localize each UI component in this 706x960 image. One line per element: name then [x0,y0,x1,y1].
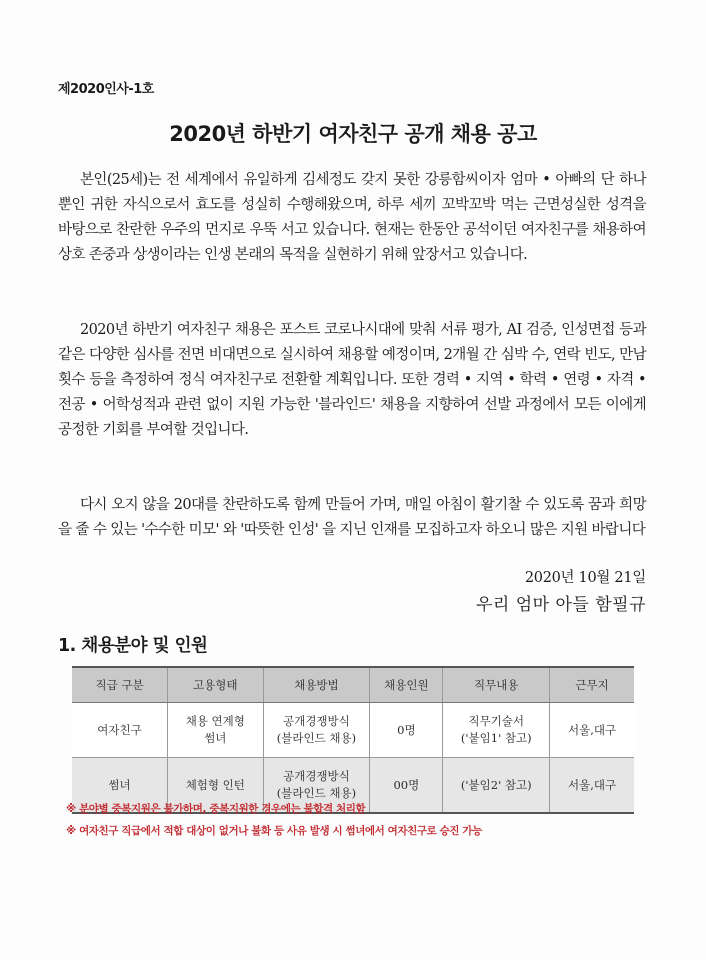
header-rank: 직급 구분 [72,667,168,703]
cell-rank: 썸녀 [72,758,168,814]
cell-duty-line: 직무기술서 [468,714,525,728]
cell-method-line: (블라인드 채용) [276,786,357,800]
cell-method-line: 공개경쟁방식 [283,714,350,728]
cell-count: 00명 [370,758,443,814]
paragraph-recruitment-process-text: 2020년 하반기 여자친구 채용은 포스트 코로나시대에 맞춰 서류 평가, AI 검증, 인성면접 등과 같은 다양한 심사를 전면 비대면으로 실시하여 채용할 예정이며, 2개월 간 심박 수, 연락 빈도, 만남 횟수 등을 측정하여 정식 여자친구로 전환할 계획입니다. 또한 경력 • 지역 • 학력 • 연령 • 자격 • 전공 • 어학성적과 관련 없이 지원 가능한 '블라인드' 채용을 지향하여 선발 과정에서 모든 이에게 공정한 기회를 부여할 것입니다. [58,322,646,438]
announcement-date: 2020년 10월 21일 [524,570,646,586]
cell-duty-line: ('붙임2' 참고) [460,777,532,792]
paragraph-intro [58,168,646,268]
cell-rank: 여자친구 [72,703,168,758]
cell-employment [168,703,264,758]
recruitment-table [72,666,634,814]
cell-location: 서울,대구 [550,758,634,814]
document-number: 제2020인사-1호 [58,82,154,97]
paragraph-closing [58,493,646,543]
cell-method-line: (블라인드 채용) [276,731,357,745]
cell-employment-line: 썸녀 [204,731,227,745]
cell-method-line: 공개경쟁방식 [283,769,350,783]
note-promotion: ※ 여자친구 직급에서 적합 대상이 없거나 불화 등 사유 발생 시 썸녀에서 여자친구로 승진 가능 [66,825,482,837]
cell-duty [443,758,550,814]
cell-method [263,703,370,758]
cell-location: 서울,대구 [550,703,634,758]
paragraph-closing-text: 다시 오지 않을 20대를 찬란하도록 함께 만들어 가며, 매일 아침이 활기찰 수 있도록 꿈과 희망을 줄 수 있는 '수수한 미모' 와 '따뜻한 인성' 을 지닌 인재를 모집하고자 하오니 많은 지원 바랍니다 [58,497,646,538]
document-title: 2020년 하반기 여자친구 공개 채용 공고 [169,122,537,146]
header-employment-type: 고용형태 [168,667,264,703]
paragraph-recruitment-process [58,318,646,443]
cell-duty [443,703,550,758]
header-method: 채용방법 [263,667,370,703]
cell-count: 0명 [370,703,443,758]
cell-duty-line: ('붙임1' 참고) [460,731,532,745]
table-row [72,703,634,758]
header-count: 채용인원 [370,667,443,703]
cell-employment-line: 체험형 인턴 [185,777,245,792]
paragraph-intro-text: 본인(25세)는 전 세계에서 유일하게 김세정도 갖지 못한 강릉함씨이자 엄마 • 아빠의 단 하나뿐인 귀한 자식으로서 효도를 성실히 수행해왔으며, 하루 세끼 꼬박꼬박 먹는 근면성실한 성격을 바탕으로 찬란한 우주의 먼지로 우뚝 서고 있습니다. 현재는 한동안 공석이던 여자친구를 채용하여 상호 존중과 상생이라는 인생 본래의 목적을 실현하기 위해 앞장서고 있습니다. [58,172,646,263]
signer-name: 우리 엄마 아들 함필규 [475,595,646,615]
cell-employment-line: 채용 연계형 [185,714,245,728]
header-duty: 직무내용 [443,667,550,703]
section-title-positions: 1. 채용분야 및 인원 [58,636,208,656]
table-header-row [72,667,634,703]
note-duplicate-application: ※ 분야별 중복지원은 불가하며, 중복지원한 경우에는 불합격 처리함 [66,803,366,815]
header-location: 근무지 [550,667,634,703]
